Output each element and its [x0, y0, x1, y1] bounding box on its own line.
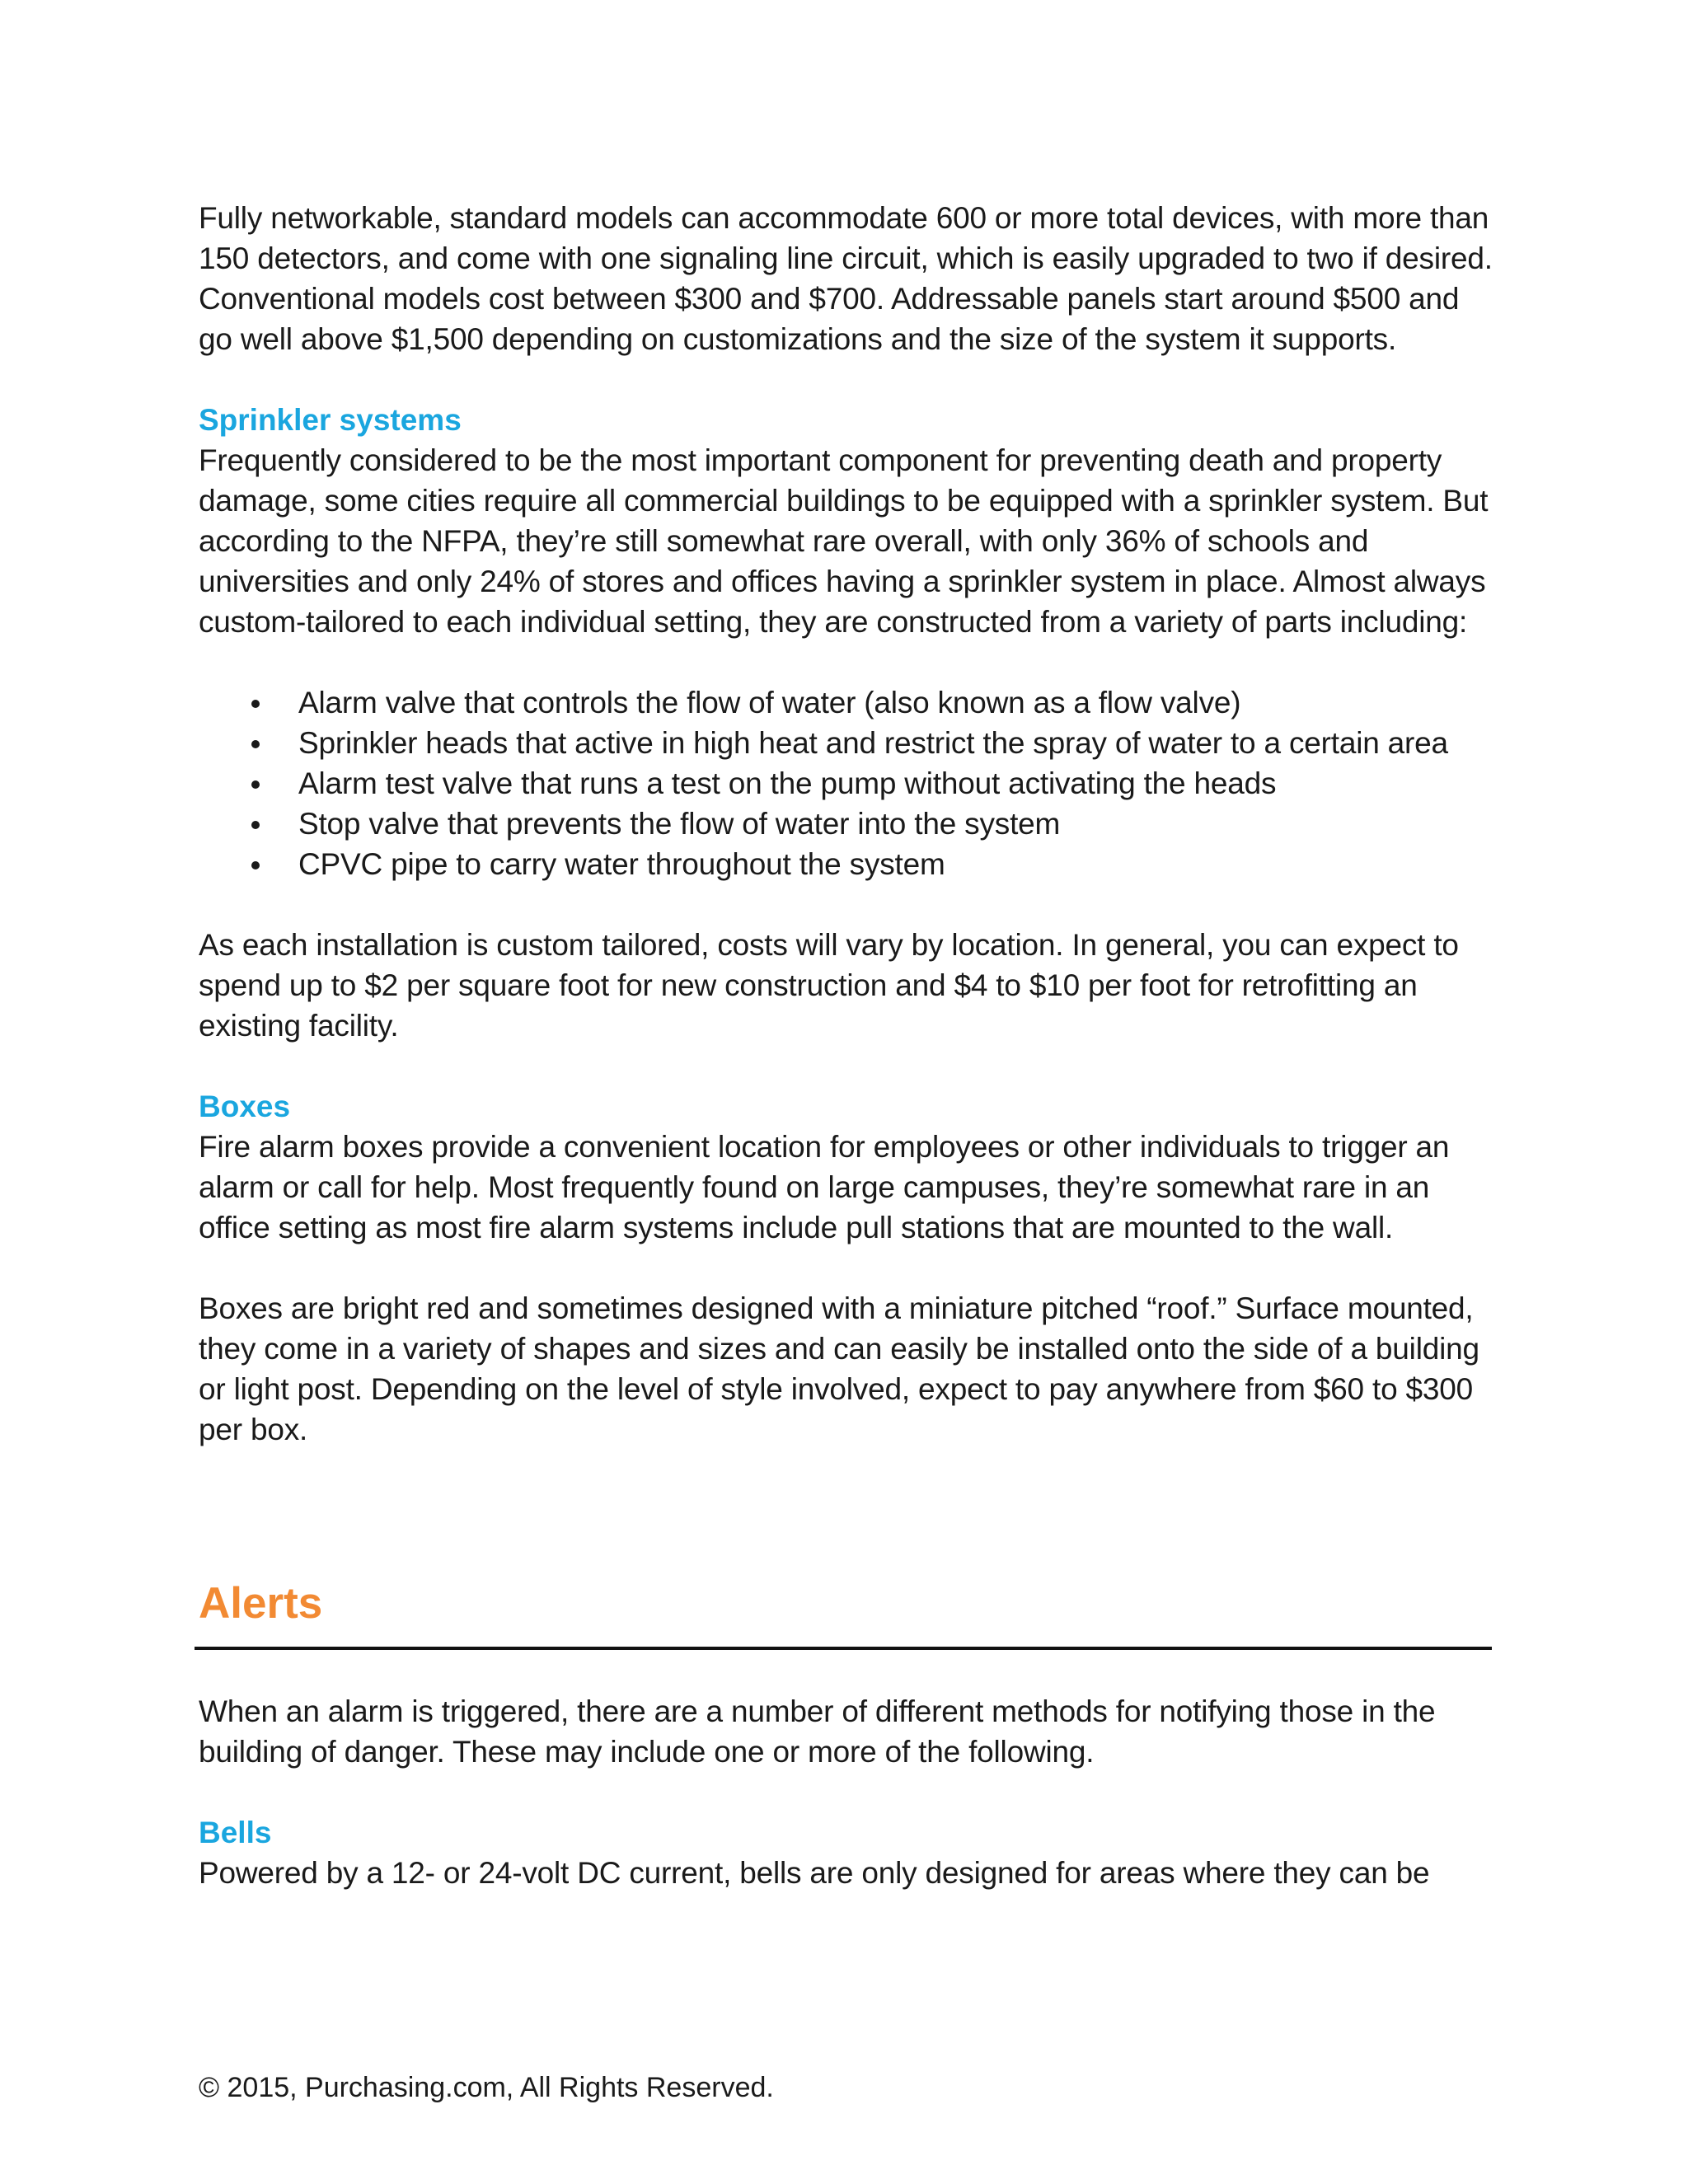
list-item — [199, 682, 1493, 723]
sprinkler-cost-paragraph: As each installation is custom tailored, costs will vary by location. In general, you can expect to spend up to $2 per square foot for new construction and $4 to $10 per foot for retrofitting an existing facility. — [199, 928, 1459, 1043]
bullet-icon — [251, 821, 260, 829]
bells-paragraph: Powered by a 12- or 24-volt DC current, bells are only designed for areas where they can be — [199, 1856, 1430, 1890]
list-item — [199, 804, 1493, 844]
list-item-text: Sprinkler heads that active in high heat and restrict the spray of water to a certain area — [298, 726, 1448, 760]
sprinkler-paragraph: Frequently considered to be the most important component for preventing death and property damage, some cities require all commercial buildings to be equipped with a sprinkler system. But according to the NFPA, they’re still somewhat rare overall, with only 36% of schools and universities and only 24% of stores and offices having a sprinkler system in place. Almost always custom-tailored to each individual setting, they are constructed from a variety of parts including: — [199, 443, 1489, 639]
boxes-paragraph-2: Boxes are bright red and sometimes designed with a miniature pitched “roof.” Surface mounted, they come in a variety of shapes and sizes and can easily be installed onto the side of a building or light post. Depending on the level of style involved, expect to pay anywhere from $60 to $300 per box. — [199, 1291, 1479, 1446]
boxes-heading: Boxes — [199, 1090, 291, 1123]
bullet-icon — [251, 700, 260, 708]
bullet-icon — [251, 780, 260, 789]
alerts-section-title: Alerts — [199, 1579, 323, 1628]
document-page — [199, 198, 1493, 1893]
bullet-icon — [251, 740, 260, 748]
list-item — [199, 844, 1493, 884]
alerts-intro-paragraph: When an alarm is triggered, there are a number of different methods for notifying those in the building of danger. These may include one or more of the following. — [199, 1694, 1436, 1769]
bullet-icon — [251, 861, 260, 869]
list-item-text: CPVC pipe to carry water throughout the system — [298, 847, 945, 881]
list-item-text: Alarm valve that controls the flow of water (also known as a flow valve) — [298, 686, 1241, 719]
boxes-paragraph-1: Fire alarm boxes provide a convenient location for employees or other individuals to trigger an alarm or call for help. Most frequently found on large campuses, they’re somewhat rare in an office setting as most fire alarm systems include pull stations that are mounted to the wall. — [199, 1130, 1450, 1244]
list-item — [199, 723, 1493, 763]
list-item-text: Alarm test valve that runs a test on the pump without activating the heads — [298, 766, 1277, 800]
list-item-text: Stop valve that prevents the flow of water into the system — [298, 807, 1061, 841]
list-item — [199, 763, 1493, 804]
bells-heading: Bells — [199, 1816, 272, 1849]
footer-copyright: © 2015, Purchasing.com, All Rights Reserved. — [199, 2072, 774, 2103]
intro-paragraph: Fully networkable, standard models can accommodate 600 or more total devices, with more than 150 detectors, and come with one signaling line circuit, which is easily upgraded to two if desired. Conventional models cost between $300 and $700. Addressable panels start around $500 and go well above $1,500 depending on customizations and the size of the system it supports. — [199, 201, 1493, 356]
sprinkler-parts-list — [199, 682, 1493, 884]
sprinkler-systems-heading: Sprinkler systems — [199, 403, 462, 437]
